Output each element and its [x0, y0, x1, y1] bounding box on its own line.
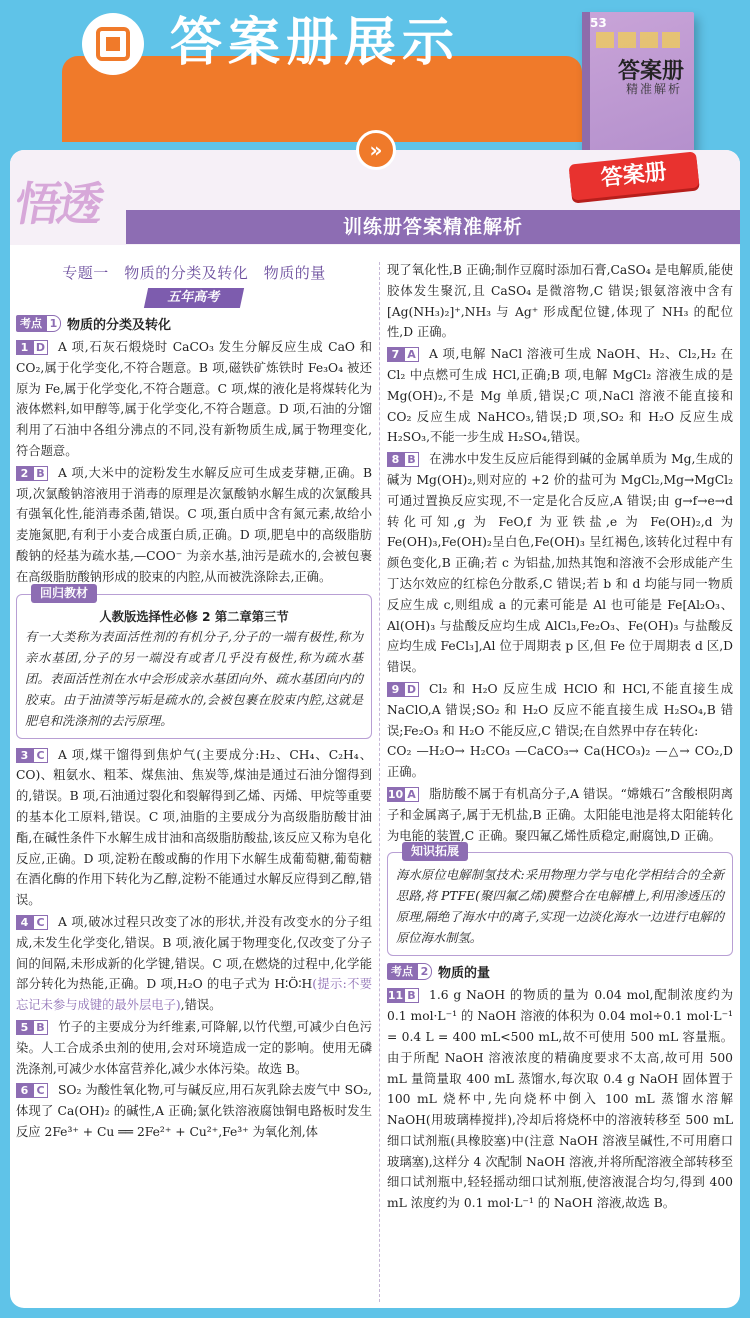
column-divider [379, 262, 381, 1302]
kaodian-tag: 考点 [16, 315, 46, 332]
note-title: 人教版选择性必修 2 第二章第三节 [99, 609, 289, 624]
book-title: 答案册 [618, 59, 685, 84]
answer-item [387, 784, 733, 846]
question-number: 3 [16, 748, 33, 763]
content-card [10, 150, 740, 1308]
kaodian-heading [16, 314, 372, 333]
answer-item [387, 679, 733, 783]
kaodian-number: 1 [46, 315, 61, 332]
answer-item [16, 1017, 372, 1079]
answer-text: Cl₂ 和 H₂O 反应生成 HClO 和 HCl,不能直接生成 NaClO,A 错误;SO₂ 和 H₂O 反应不能直接生成 H₂SO₄,B 错误;Fe₂O₃ 和 H₂O 不能反应,C 错误;在自然界中存在转化: [387, 681, 733, 738]
answer-letter: A [404, 347, 419, 362]
section-banner: 训练册答案精准解析 [126, 210, 740, 244]
answer-letter: C [33, 748, 48, 763]
right-column [387, 260, 733, 1215]
note-tag: 知识拓展 [402, 842, 468, 861]
answer-letter: C [33, 915, 48, 930]
answer-letter: B [404, 988, 419, 1003]
knowledge-extension-box [387, 844, 733, 956]
answer-text-end: ,错误。 [180, 998, 222, 1013]
answer-text: 竹子的主要成分为纤维素,可降解,以竹代塑,可减少白色污染。人工合成杀虫剂的使用,会对环境造成一定的影响。使用无磷洗涤剂,可减少水体富营养化,减少水体污染。故选 B。 [16, 1019, 372, 1076]
answer-text: A 项,煤干馏得到焦炉气(主要成分:H₂、CH₄、C₂H₄、CO)、粗氨水、粗苯、煤焦油、焦炭等,煤油是通过石油分馏得到的,错误。B 项,石油通过裂化和裂解得到乙烯、丙烯、甲烷等重要的基本化工原料,错误。C 项,油脂的主要成分为高级脂肪酸甘油酯,在碱性条件下水解生成甘油和高级脂肪酸盐,该反应又称为皂化反应,正确。D 项,淀粉在酸或酶的作用下水解生成葡萄糖,葡萄糖在酒化酶的作用下转化为乙醇,淀粉不能通过水解反应得到乙醇,错误。 [16, 747, 372, 908]
question-number: 8 [387, 452, 404, 467]
answer-item [16, 745, 372, 911]
book-spine [582, 12, 590, 162]
note-body: 有一大类称为表面活性剂的有机分子,分子的一端有极性,称为亲水基团,分子的另一端没有或者几乎没有极性,称为疏水基团。表面活性剂在水中会形成亲水基团向外、疏水基团向内的胶束。由于油渍等污垢是疏水的,会被包裹在胶束内腔,这就是肥皂和洗涤剂的去污原理。 [25, 629, 363, 728]
answer-text: A 项,破冰过程只改变了冰的形状,并没有改变水的分子组成,未发生化学变化,错误。B 项,液化属于物理变化,仅改变了分子间的间隔,未形成新的化学键,错误。C 项,在燃烧的过程中,化学能部分转化为热能,正确。D 项,H₂O 的电子式为 H∶Ö∶H [16, 914, 372, 992]
answer-letter: D [33, 340, 48, 355]
question-number: 1 [16, 340, 33, 355]
book-brand: 53 [590, 16, 607, 30]
answer-item [16, 463, 372, 588]
reaction-equation: CO₂ —H₂O→ H₂CO₃ —CaCO₃→ Ca(HCO₃)₂ —△→ CO₂,D 正确。 [387, 744, 733, 780]
answer-text: A 项,大米中的淀粉发生水解反应可生成麦芽糖,正确。B 项,次氯酸钠溶液用于消毒的原理是次氯酸钠水解生成的次氯酸具有强氧化性,能消毒杀菌,错误。C 项,蛋白质中含有氮元素,故给小麦施氮肥,有利于小麦合成蛋白质,正确。D 项,肥皂中的高级脂肪酸钠的烃基为疏水基,—COO⁻ 为亲水基,油污是疏水的,会被包裹在高级脂肪酸钠形成的胶束的内腔,从而被洗涤除去,正确。 [16, 465, 372, 584]
answer-text: SO₂ 为酸性氧化物,可与碱反应,用石灰乳除去废气中 SO₂,体现了 Ca(OH)₂ 的碱性,A 正确;氯化铁溶液腐蚀铜电路板时发生反应 2Fe³⁺ + Cu ══ 2Fe²⁺ + Cu²⁺,Fe³⁺ 为氧化剂,体 [16, 1083, 372, 1139]
answer-item [387, 985, 733, 1214]
question-number: 4 [16, 915, 33, 930]
question-number: 9 [387, 682, 404, 697]
book-tag-label: 答案册 [568, 151, 699, 200]
kaodian-tag: 考点 [387, 963, 417, 980]
answer-item [16, 912, 372, 1016]
question-number: 7 [387, 347, 404, 362]
kaodian-number: 2 [417, 963, 432, 980]
question-number: 10 [387, 787, 404, 801]
frame-icon [82, 13, 144, 75]
banner-decor-text: 悟透 [10, 177, 105, 231]
answer-text: A 项,石灰石煅烧时 CaCO₃ 发生分解反应生成 CaO 和 CO₂,属于化学变化,不符合题意。B 项,磁铁矿炼铁时 Fe₃O₄ 被还原为 Fe,属于化学变化,不符合题意。C 项,煤的液化是将煤转化为液体燃料,如甲醇等,属于化学变化,不符合题意。D 项,石油的分馏利用了石油中各组分沸点的不同,没有新物质生成,属于物理变化,符合题意。 [16, 340, 372, 458]
answer-text: 1.6 g NaOH 的物质的量为 0.04 mol,配制浓度约为 0.1 mol·L⁻¹ 的 NaOH 溶液的体积为 0.04 mol÷0.1 mol·L⁻¹ = 0.4 L = 400 mL<500 mL,故不可使用 500 mL 容量瓶。由于所配 NaOH 溶液浓度的精确度要求不太高,故可用 500 mL 量筒量取 400 mL 蒸馏水,每次取 0.4 g NaOH 固体置于 100 mL 烧杯中,先向烧杯中倒入 100 mL 蒸馏水溶解 NaOH(用玻璃棒搅拌),冷却后将烧杯中的溶液转移至 500 mL 细口试剂瓶(具橡胶塞)中(注意 NaOH 溶液呈碱性,不可用磨口玻璃塞),这样分 4 次配制 NaOH 溶液,并将所配溶液全部转移至细口试剂瓶中,轻轻摇动细口试剂瓶,使溶液混合均匀,得到 400 mL 浓度约为 0.1 mol·L⁻¹ 的 NaOH 溶液,故选 B。 [387, 988, 733, 1211]
question-number: 5 [16, 1020, 33, 1035]
kaodian-title: 物质的分类及转化 [67, 318, 172, 333]
answer-text: 脂肪酸不属于有机高分子,A 错误。“嫦娥石”含酸根阴离子和金属离子,属于无机盐,B 正确。太阳能电池是将太阳能转化为电能的装置,C 正确。聚四氟乙烯性质稳定,耐腐蚀,D 正确。 [387, 786, 733, 843]
answer-letter: A [404, 787, 419, 802]
left-column [16, 262, 372, 1144]
page-title: 答案册展示 [170, 13, 461, 73]
kaodian-heading [387, 962, 733, 981]
note-body: 海水原位电解制氢技术:采用物理力学与电化学相结合的全新思路,将 PTFE(聚四氟乙烯)膜整合在电解槽上,利用渗透压的原理,隔绝了海水中的离子,实现一边淡化海水一边进行电解的原位海水制氢。 [396, 868, 724, 946]
answer-text: A 项,电解 NaCl 溶液可生成 NaOH、H₂、Cl₂,H₂ 在 Cl₂ 中点燃可生成 HCl,正确;B 项,电解 MgCl₂ 溶液生成的是 Mg(OH)₂,不是 Mg 单质,错误;C 项,NaCl 溶液不能直接和 CO₂ 反应生成 NaHCO₃,错误;D 项,SO₂ 和 H₂O 反应生成 H₂SO₃,不能一步生成 H₂SO₄,错误。 [387, 347, 733, 445]
chevron-down-icon: » [356, 130, 396, 170]
question-number: 2 [16, 466, 33, 481]
answer-letter: D [404, 682, 419, 697]
answer-hint: (提示:不要忘记未参与成键的最外层电子) [16, 977, 372, 1013]
answer-item [16, 1080, 372, 1142]
book-subtitle: 精准解析 [626, 82, 683, 96]
topic-title: 专题一 物质的分类及转化 物质的量 [62, 264, 326, 282]
answer-item [16, 337, 372, 462]
note-tag: 回归教材 [31, 584, 97, 603]
answer-item [387, 449, 733, 678]
answer-continuation: 现了氧化性,B 正确;制作豆腐时添加石膏,CaSO₄ 是电解质,能使胶体发生聚沉,且 CaSO₄ 是微溶物,C 错误;银氨溶液中含有 [Ag(NH₃)₂]⁺,NH₃ 与 Ag⁺ 形成配位键,体现了 NH₃ 的配位性,D 正确。 [387, 263, 733, 340]
answer-letter: B [33, 1020, 48, 1035]
textbook-note-box [16, 585, 372, 739]
book-decor-strip [596, 32, 682, 48]
section-heading: 五年高考 [16, 287, 372, 308]
answer-letter: B [404, 452, 419, 467]
kaodian-title: 物质的量 [438, 966, 491, 982]
answer-text: 在沸水中发生反应后能得到碱的金属单质为 Mg,生成的碱为 Mg(OH)₂,则对应的 +2 价的盐可为 MgCl₂,Mg→MgCl₂ 可通过置换反应实现,不一定是化合反应,A 错误;由 g→f→e→d 转化可知,g 为 FeO,f 为亚铁盐,e 为 Fe(OH)₂,d 为 Fe(OH)₃,Fe(OH)₂呈白色,Fe(OH)₃ 呈红褐色,该转化过程中有颜色变化,B 正确;若 c 为铝盐,加热其饱和溶液不会形成能产生丁达尔效应的红棕色分散系,C 错误;若 b 和 d 均能与同一物质反应生成 c,则组成 a 的元素可能是 Al 也可能是 Fe[Al₂O₃、Al(OH)₃ 与盐酸反应均生成 AlCl₃,Fe₂O₃、Fe(OH)₃ 与盐酸反应均生成 FeCl₃],Al 位于周期表 p 区,但 Fe 位于周期表 d 区,D 错误。 [387, 452, 733, 675]
answer-item [387, 344, 733, 448]
question-number: 6 [16, 1083, 33, 1098]
answer-letter: C [33, 1083, 48, 1098]
answer-letter: B [33, 466, 48, 481]
question-number: 11 [387, 989, 404, 1003]
